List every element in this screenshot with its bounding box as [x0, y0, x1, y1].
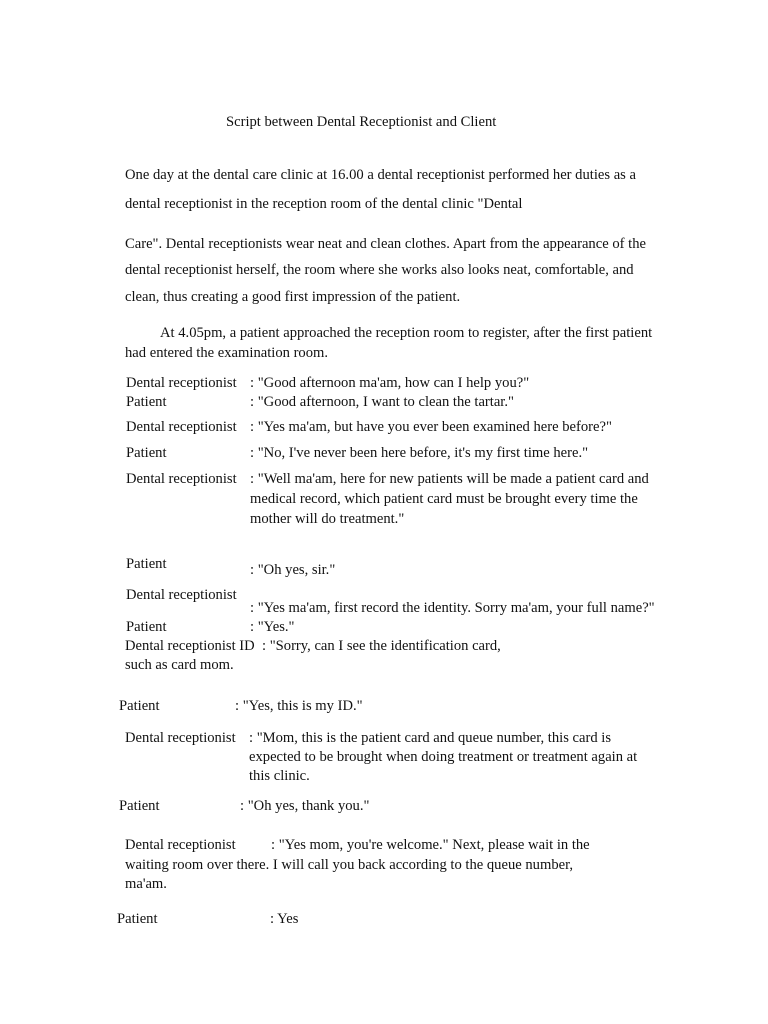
- dialogue-line: : "Mom, this is the patient card and queue number, this card is: [249, 730, 612, 746]
- dialogue-speaker: Patient: [119, 698, 160, 714]
- intro-line: Care". Dental receptionists wear neat and clean clothes. Apart from the appearance of the: [125, 236, 646, 252]
- intro-line: clean, thus creating a good first impression of the patient.: [125, 289, 461, 305]
- document-title: Script between Dental Receptionist and Client: [226, 114, 497, 130]
- dialogue-line: : "Oh yes, thank you.": [240, 798, 370, 814]
- dialogue-line: expected to be brought when doing treatment or treatment again at: [249, 749, 638, 765]
- dialogue-speaker: Dental receptionist: [125, 730, 236, 746]
- dialogue-line: ma'am.: [125, 876, 167, 892]
- dialogue-speaker: Patient: [119, 798, 160, 814]
- intro-line: At 4.05pm, a patient approached the reception room to register, after the first patient: [160, 325, 653, 341]
- dialogue-line: : Yes: [270, 911, 299, 927]
- dialogue-line: : "Good afternoon ma'am, how can I help you?": [250, 375, 530, 391]
- dialogue-speaker: Patient: [126, 556, 167, 572]
- intro-line: had entered the examination room.: [125, 345, 329, 361]
- dialogue-line: : "Yes ma'am, first record the identity. Sorry ma'am, your full name?": [250, 600, 655, 616]
- dialogue-speaker: Patient: [126, 394, 167, 410]
- dialogue-speaker: Patient: [126, 619, 167, 635]
- dialogue-line: : "Sorry, can I see the identification card,: [262, 638, 501, 654]
- dialogue-speaker: Dental receptionist: [126, 471, 237, 487]
- dialogue-line: : "Good afternoon, I want to clean the tartar.": [250, 394, 514, 410]
- dialogue-line: : "No, I've never been here before, it's my first time here.": [250, 445, 589, 461]
- dialogue-speaker: Dental receptionist ID: [125, 638, 255, 654]
- dialogue-line: medical record, which patient card must be brought every time the: [250, 491, 638, 507]
- intro-line: One day at the dental care clinic at 16.00 a dental receptionist performed her duties as a: [125, 167, 636, 183]
- dialogue-speaker: Dental receptionist: [126, 587, 237, 603]
- dialogue-speaker: Dental receptionist: [126, 419, 237, 435]
- dialogue-line: : "Well ma'am, here for new patients will be made a patient card and: [250, 471, 649, 487]
- dialogue-line: this clinic.: [249, 768, 310, 784]
- intro-line: dental receptionist herself, the room where she works also looks neat, comfortable, and: [125, 262, 634, 278]
- dialogue-line: mother will do treatment.": [250, 511, 405, 527]
- dialogue-speaker: Patient: [117, 911, 158, 927]
- dialogue-speaker: Dental receptionist: [125, 837, 236, 853]
- dialogue-speaker: Dental receptionist: [126, 375, 237, 391]
- dialogue-speaker: Patient: [126, 445, 167, 461]
- dialogue-line: waiting room over there. I will call you back according to the queue number,: [125, 857, 574, 873]
- dialogue-line: : "Yes ma'am, but have you ever been examined here before?": [250, 419, 612, 435]
- dialogue-line: such as card mom.: [125, 657, 234, 673]
- dialogue-line: : "Yes, this is my ID.": [235, 698, 363, 714]
- dialogue-line: : "Oh yes, sir.": [250, 562, 336, 578]
- dialogue-line: : "Yes mom, you're welcome." Next, please wait in the: [271, 837, 590, 853]
- intro-line: dental receptionist in the reception room of the dental clinic "Dental: [125, 196, 523, 212]
- dialogue-line: : "Yes.": [250, 619, 295, 635]
